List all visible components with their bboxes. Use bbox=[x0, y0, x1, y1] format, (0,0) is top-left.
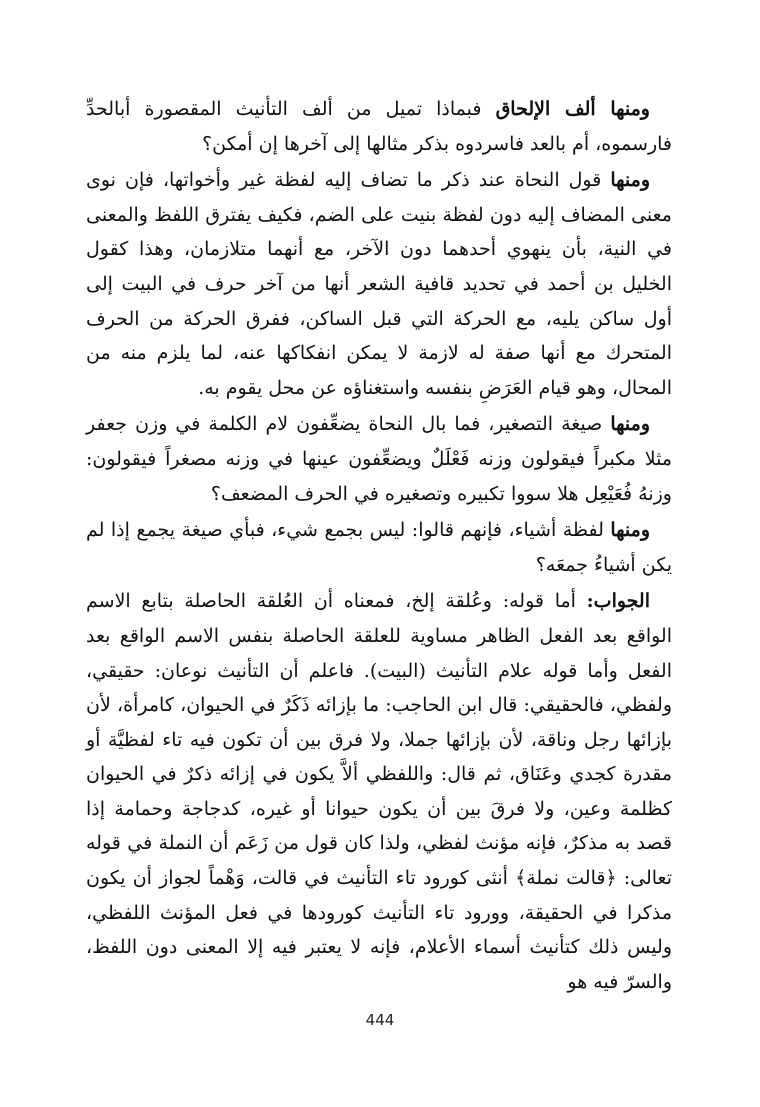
paragraph-alif-ilhaq bbox=[86, 92, 672, 161]
paragraph-answer bbox=[86, 584, 672, 999]
page-number: 444 bbox=[365, 1011, 395, 1029]
paragraph-text: صيغة التصغير، فما بال النحاة يضعِّفون لام الكلمة في وزن جعفر مثلا مكبراً فيقولون وزنه فَعْلَلٌ ويضعِّفون عينها في وزنه مصغراً فيقولون: وزنهُ فُعَيْعِل هلا سووا تكبيره وتصغيره في الحرف المضعف؟ bbox=[86, 413, 672, 505]
paragraph-ghayr bbox=[86, 163, 672, 405]
paragraph-text: أما قوله: وعُلقة إلخ، فمعناه أن العُلقة الحاصلة بتابع الاسم الواقع بعد الفعل الظاهر مساوية للعلقة الحاصلة بنفس الاسم الواقع بعد الفعل وأما قوله علام التأنيث (البيت). فاعلم أن التأنيث نوعان: حقيقي، ولفظي، فالحقيقي: قال ابن الحاجب: ما بإزائه ذَكَرٌ في الحيوان، كامرأة، لأن بإزائها رجل وناقة، لأن بإزائها جملا، ولا فرق بين أن تكون فيه تاء لفظيَّة أو مقدرة كجدي وعَنَاق، ثم قال: واللفظي ألاَّ يكون في إزائه ذكرٌ في الحيوان كظلمة وعين، ولا فرقَ بين أن يكون حيوانا أو غيره، كدجاجة وحمامة إذا قصد به مذكرٌ، فإنه مؤنث لفظي، ولذا كان قول من زَعَم أن النملة في قوله تعالى: ﴿قالت نملة﴾ أنثى كورود تاء التأنيث في قالت، وَهْماً لجواز أن يكون مذكرا في الحقيقة، وورود تاء التأنيث كورودها في فعل المؤنث اللفظي، وليس ذلك كتأنيث أسماء الأعلام، فإنه لا يعتبر فيه إلا المعنى دون اللفظ، والسرّ فيه هو bbox=[86, 590, 672, 993]
paragraph-lead: ومنها bbox=[610, 413, 650, 436]
paragraph-tasghir bbox=[86, 407, 672, 511]
paragraph-lead: ومنها bbox=[610, 169, 650, 192]
paragraph-text: قول النحاة عند ذكر ما تضاف إليه لفظة غير وأخواتها، فإن نوى معنى المضاف إليه دون لفظة بنيت على الضم، فكيف يفترق اللفظ والمعنى في النية، بأن ينهوي أحدهما دون الآخر، مع أنهما متلازمان، وهذا كقول الخليل بن أحمد في تحديد قافية الشعر أنها من آخر حرف في البيت إلى أول ساكن يليه، مع الحركة التي قبل الساكن، ففرق الحركة من الحرف المتحرك مع أنها صفة له لازمة لا يمكن انفكاكها عنه، لما يلزم منه من المحال، وهو قيام العَرَضِ بنفسه واستغناؤه عن محل يقوم به. bbox=[86, 169, 672, 399]
paragraph-ashyaa bbox=[86, 513, 672, 582]
paragraph-text: لفظة أشياء، فإنهم قالوا: ليس بجمع شيء، فبأي صيغة يجمع إذا لم يكن أشياءُ جمعَه؟ bbox=[86, 519, 672, 576]
paragraph-lead: ومنها bbox=[610, 519, 650, 542]
paragraph-lead: الجواب: bbox=[586, 590, 650, 613]
paragraph-text: فبماذا تميل من ألف التأنيث المقصورة أبالحدِّ فارسموه، أم بالعد فاسردوه بذكر مثالها إلى آخرها إن أمكن؟ bbox=[86, 98, 672, 155]
page-body bbox=[86, 92, 672, 999]
paragraph-lead: ومنها ألف الإلحاق bbox=[495, 98, 650, 120]
